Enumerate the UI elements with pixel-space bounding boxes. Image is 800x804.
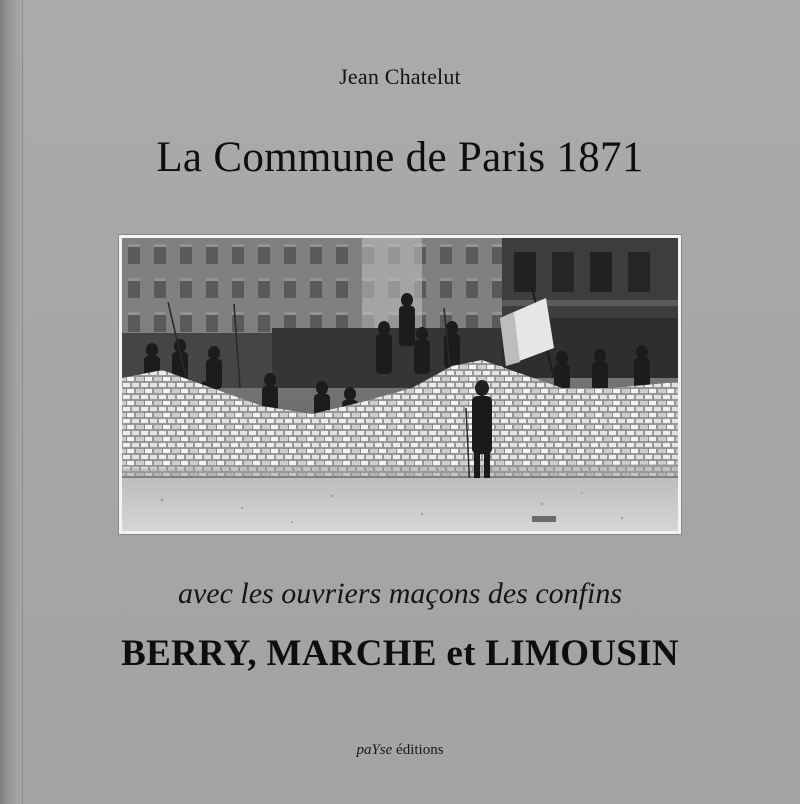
book-subtitle: avec les ouvriers maçons des confins [177, 577, 623, 610]
publisher-suffix: éditions [392, 742, 444, 758]
book-title: La Commune de Paris 1871 [156, 134, 644, 181]
region-heading: BERRY, MARCHE et LIMOUSIN [121, 633, 679, 674]
author-name: Jean Chatelut [339, 64, 461, 89]
publisher-imprint [0, 742, 800, 759]
cover-photo-frame [119, 235, 681, 534]
publisher-brand: paYse [356, 742, 393, 758]
spine-crease [22, 0, 23, 804]
barricade-photograph [122, 238, 678, 531]
